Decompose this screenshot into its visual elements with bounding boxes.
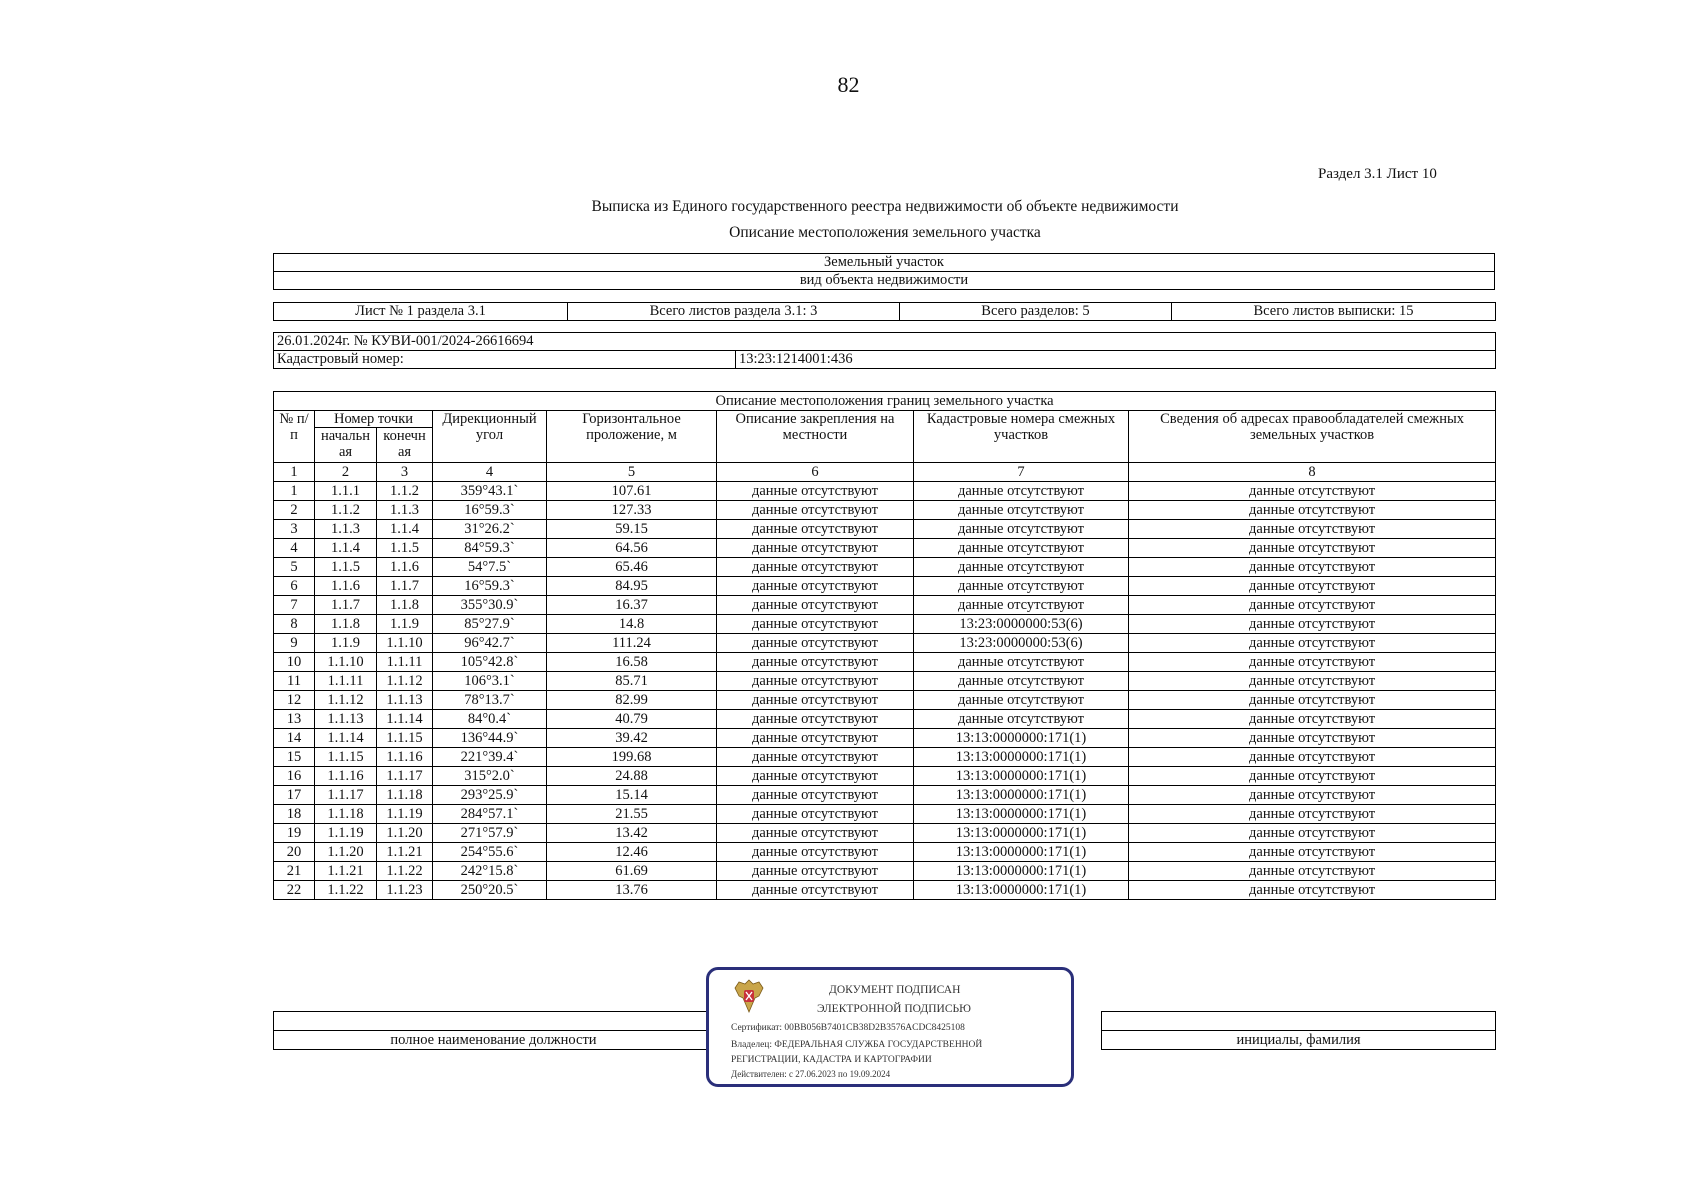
boundary-cell: 1.1.5 [315,558,377,577]
boundary-cell: 13.76 [547,881,717,900]
boundary-cell: 1.1.7 [377,577,433,596]
boundary-cell: 1.1.11 [377,653,433,672]
boundary-cell: 39.42 [547,729,717,748]
boundary-cell: данные отсутствуют [914,577,1129,596]
boundary-cell: 13:13:0000000:171(1) [914,729,1129,748]
boundary-row [274,710,1496,729]
boundary-cell: 1.1.16 [377,748,433,767]
boundary-row [274,767,1496,786]
boundary-cell: 1.1.4 [315,539,377,558]
boundary-row [274,786,1496,805]
boundary-cell: данные отсутствуют [717,653,914,672]
boundary-cell: 254°55.6` [433,843,547,862]
boundary-cell: данные отсутствуют [914,653,1129,672]
boundary-cell: 13:13:0000000:171(1) [914,843,1129,862]
object-name: Земельный участок [274,254,1495,272]
header-adjacent: Кадастровые номера смежных участков [914,411,1129,463]
boundary-cell: 136°44.9` [433,729,547,748]
header-fixing: Описание закрепления на местности [717,411,914,463]
boundary-cell: 65.46 [547,558,717,577]
boundary-cell: 12.46 [547,843,717,862]
stamp-line-2: ЭЛЕКТРОННОЙ ПОДПИСЬЮ [817,1003,971,1015]
boundary-cell: данные отсутствуют [914,501,1129,520]
column-numbers-row [274,463,1496,482]
sheet-number: Лист № 1 раздела 3.1 [274,303,568,321]
boundary-cell: 1.1.18 [377,786,433,805]
boundary-cell: данные отсутствуют [1129,862,1496,881]
boundary-cell: 1.1.17 [315,786,377,805]
boundary-cell: 1.1.13 [315,710,377,729]
boundary-cell: данные отсутствуют [1129,482,1496,501]
boundary-cell: 10 [274,653,315,672]
boundary-cell: 16.58 [547,653,717,672]
boundary-cell: 111.24 [547,634,717,653]
boundary-cell: 1.1.21 [315,862,377,881]
boundary-cell: данные отсутствуют [717,729,914,748]
column-number: 5 [547,463,717,482]
boundary-cell: 1.1.6 [315,577,377,596]
boundary-cell: 1.1.18 [315,805,377,824]
boundary-cell: данные отсутствуют [914,710,1129,729]
boundary-cell: 1.1.5 [377,539,433,558]
boundary-cell: 1.1.14 [377,710,433,729]
boundary-cell: 250°20.5` [433,881,547,900]
boundary-cell: 24.88 [547,767,717,786]
header-distance: Горизонтальное проложение, м [547,411,717,463]
boundary-cell: 40.79 [547,710,717,729]
stamp-owner-2: РЕГИСТРАЦИИ, КАДАСТРА И КАРТОГРАФИИ [731,1055,932,1065]
boundary-cell: 1.1.13 [377,691,433,710]
boundaries-table [273,391,1496,900]
boundary-cell: данные отсутствуют [717,824,914,843]
boundary-cell: 1.1.21 [377,843,433,862]
boundary-row [274,501,1496,520]
boundary-cell: данные отсутствуют [717,577,914,596]
header-num: № п/п [274,411,315,463]
boundary-cell: 9 [274,634,315,653]
boundary-cell: 6 [274,577,315,596]
boundary-cell: 96°42.7` [433,634,547,653]
boundary-cell: 22 [274,881,315,900]
boundary-cell: данные отсутствуют [1129,843,1496,862]
boundary-cell: 7 [274,596,315,615]
boundary-row [274,691,1496,710]
page-number: 82 [837,72,860,97]
boundary-cell: данные отсутствуют [717,596,914,615]
boundary-cell: данные отсутствуют [717,691,914,710]
boundary-cell: 1.1.2 [315,501,377,520]
boundaries-caption: Описание местоположения границ земельного участка [274,392,1496,411]
boundary-cell: данные отсутствуют [1129,596,1496,615]
boundary-cell: 16.37 [547,596,717,615]
boundary-row [274,824,1496,843]
column-number: 3 [377,463,433,482]
boundary-cell: 1.1.16 [315,767,377,786]
boundary-cell: 8 [274,615,315,634]
boundary-cell: данные отсутствуют [717,805,914,824]
boundary-cell: 1.1.12 [315,691,377,710]
column-number: 6 [717,463,914,482]
boundary-cell: 31°26.2` [433,520,547,539]
boundary-cell: 16°59.3` [433,501,547,520]
boundary-cell: данные отсутствуют [914,558,1129,577]
boundary-cell: данные отсутствуют [1129,805,1496,824]
boundary-cell: 1 [274,482,315,501]
boundary-row [274,672,1496,691]
header-start: начальн ая [315,428,377,463]
boundary-cell: 59.15 [547,520,717,539]
boundary-cell: 1.1.8 [377,596,433,615]
boundary-row [274,596,1496,615]
boundary-row [274,862,1496,881]
total-sections: Всего разделов: 5 [900,303,1172,321]
boundary-cell: 271°57.9` [433,824,547,843]
boundary-cell: 21 [274,862,315,881]
boundary-cell: 105°42.8` [433,653,547,672]
boundary-cell: 4 [274,539,315,558]
boundary-cell: 13:23:0000000:53(6) [914,615,1129,634]
header-end: конечн ая [377,428,433,463]
boundary-cell: данные отсутствуют [1129,634,1496,653]
boundary-cell: 17 [274,786,315,805]
boundary-cell: данные отсутствуют [717,539,914,558]
boundary-cell: данные отсутствуют [717,501,914,520]
boundary-cell: 13:13:0000000:171(1) [914,786,1129,805]
boundary-row [274,634,1496,653]
boundary-cell: данные отсутствуют [717,862,914,881]
name-blank [1102,1012,1496,1031]
boundary-cell: данные отсутствуют [914,539,1129,558]
boundary-cell: данные отсутствуют [717,672,914,691]
boundary-row [274,520,1496,539]
boundary-cell: 11 [274,672,315,691]
boundary-cell: 127.33 [547,501,717,520]
boundary-cell: данные отсутствуют [717,881,914,900]
column-number: 1 [274,463,315,482]
boundary-cell: 1.1.23 [377,881,433,900]
position-label: полное наименование должности [274,1031,714,1050]
boundary-cell: 1.1.6 [377,558,433,577]
cadastral-number-label: Кадастровый номер: [274,351,736,369]
boundary-cell: 15 [274,748,315,767]
boundary-row [274,653,1496,672]
boundary-cell: 84.95 [547,577,717,596]
boundary-cell: 1.1.11 [315,672,377,691]
boundary-cell: 1.1.20 [315,843,377,862]
boundary-cell: 13.42 [547,824,717,843]
boundary-cell: 12 [274,691,315,710]
boundary-cell: 13:13:0000000:171(1) [914,824,1129,843]
boundary-cell: 1.1.10 [315,653,377,672]
boundary-cell: 84°0.4` [433,710,547,729]
boundary-cell: 1.1.19 [315,824,377,843]
boundary-cell: 15.14 [547,786,717,805]
boundary-row [274,729,1496,748]
boundary-cell: данные отсутствуют [1129,729,1496,748]
boundary-cell: данные отсутствуют [1129,653,1496,672]
boundary-cell: данные отсутствуют [1129,881,1496,900]
boundary-cell: 293°25.9` [433,786,547,805]
boundary-cell: 221°39.4` [433,748,547,767]
header-point-number: Номер точки [315,411,433,428]
sheets-info-table [273,302,1496,321]
boundary-cell: 61.69 [547,862,717,881]
boundary-cell: 16°59.3` [433,577,547,596]
boundary-cell: 13 [274,710,315,729]
boundary-row [274,805,1496,824]
boundary-row [274,558,1496,577]
column-number: 7 [914,463,1129,482]
boundary-cell: данные отсутствуют [717,748,914,767]
boundary-row [274,615,1496,634]
boundary-cell: данные отсутствуют [1129,767,1496,786]
boundary-cell: данные отсутствуют [1129,615,1496,634]
electronic-signature-stamp [706,967,1074,1087]
boundary-cell: 107.61 [547,482,717,501]
boundary-cell: 13:13:0000000:171(1) [914,748,1129,767]
boundary-cell: 1.1.19 [377,805,433,824]
boundary-row [274,577,1496,596]
boundary-cell: 13:13:0000000:171(1) [914,881,1129,900]
boundary-cell: 78°13.7` [433,691,547,710]
total-extract-sheets: Всего листов выписки: 15 [1172,303,1496,321]
boundary-cell: 1.1.9 [377,615,433,634]
boundary-cell: 2 [274,501,315,520]
boundary-cell: 54°7.5` [433,558,547,577]
boundary-cell: 64.56 [547,539,717,558]
boundary-cell: данные отсутствуют [717,634,914,653]
boundary-cell: 1.1.3 [315,520,377,539]
boundary-cell: 284°57.1` [433,805,547,824]
boundary-cell: 85°27.9` [433,615,547,634]
boundary-cell: 85.71 [547,672,717,691]
boundary-cell: данные отсутствуют [1129,520,1496,539]
boundary-row [274,539,1496,558]
boundary-cell: данные отсутствуют [914,482,1129,501]
boundary-cell: 13:13:0000000:171(1) [914,767,1129,786]
boundary-cell: данные отсутствуют [717,520,914,539]
boundary-row [274,843,1496,862]
boundary-cell: данные отсутствуют [914,672,1129,691]
cadastral-number-value: 13:23:1214001:436 [736,351,1496,369]
boundary-cell: 1.1.17 [377,767,433,786]
boundary-cell: 14.8 [547,615,717,634]
boundary-cell: данные отсутствуют [1129,501,1496,520]
boundary-cell: 106°3.1` [433,672,547,691]
boundary-cell: данные отсутствуют [1129,672,1496,691]
boundary-cell: данные отсутствуют [717,482,914,501]
boundary-cell: 13:13:0000000:171(1) [914,805,1129,824]
boundary-cell: 1.1.9 [315,634,377,653]
boundary-cell: данные отсутствуют [914,520,1129,539]
name-label: инициалы, фамилия [1102,1031,1496,1050]
boundary-cell: 1.1.15 [377,729,433,748]
stamp-line-1: ДОКУМЕНТ ПОДПИСАН [829,984,961,996]
boundary-cell: 19 [274,824,315,843]
boundary-cell: 355°30.9` [433,596,547,615]
boundary-cell: данные отсутствуют [1129,748,1496,767]
boundary-cell: данные отсутствуют [717,615,914,634]
boundary-cell: 3 [274,520,315,539]
document-title: Выписка из Единого государственного реестра недвижимости об объекте недвижимости [591,198,1179,215]
boundary-cell: данные отсутствуют [1129,691,1496,710]
boundary-cell: 13:23:0000000:53(6) [914,634,1129,653]
boundary-cell: 359°43.1` [433,482,547,501]
boundary-cell: данные отсутствуют [717,843,914,862]
boundary-cell: 1.1.4 [377,520,433,539]
boundary-cell: 1.1.8 [315,615,377,634]
boundary-cell: 21.55 [547,805,717,824]
boundary-cell: данные отсутствуют [1129,710,1496,729]
column-number: 8 [1129,463,1496,482]
extract-date-number: 26.01.2024г. № КУВИ-001/2024-26616694 [274,333,1496,351]
column-number: 2 [315,463,377,482]
boundary-cell: 20 [274,843,315,862]
boundary-cell: данные отсутствуют [1129,577,1496,596]
boundary-cell: 1.1.3 [377,501,433,520]
boundary-cell: 1.1.22 [377,862,433,881]
eagle-emblem-icon [729,976,769,1016]
boundary-cell: 1.1.22 [315,881,377,900]
boundary-cell: 82.99 [547,691,717,710]
object-type-table [273,253,1495,290]
boundary-cell: 18 [274,805,315,824]
stamp-validity: Действителен: с 27.06.2023 по 19.09.2024 [731,1069,891,1079]
boundary-cell: 5 [274,558,315,577]
boundary-cell: 242°15.8` [433,862,547,881]
position-blank [274,1012,714,1031]
stamp-owner-1: Владелец: ФЕДЕРАЛЬНАЯ СЛУЖБА ГОСУДАРСТВЕННОЙ [731,1040,983,1050]
boundary-cell: 1.1.14 [315,729,377,748]
boundary-cell: 1.1.7 [315,596,377,615]
boundary-cell: 13:13:0000000:171(1) [914,862,1129,881]
boundary-cell: 199.68 [547,748,717,767]
cadastral-info-table [273,332,1496,369]
boundary-cell: данные отсутствуют [717,710,914,729]
boundary-cell: 1.1.1 [315,482,377,501]
section-sheet-label: Раздел 3.1 Лист 10 [1318,166,1437,182]
boundary-row [274,881,1496,900]
boundary-cell: данные отсутствуют [717,786,914,805]
boundary-cell: 16 [274,767,315,786]
boundary-cell: 14 [274,729,315,748]
boundary-cell: 1.1.2 [377,482,433,501]
object-type-label: вид объекта недвижимости [274,272,1495,290]
header-angle: Дирекционный угол [433,411,547,463]
column-number: 4 [433,463,547,482]
boundary-cell: данные отсутствуют [717,767,914,786]
stamp-certificate: Сертификат: 00BB056B7401CB38D2B3576ACDC8425108 [731,1023,965,1033]
boundary-cell: 1.1.12 [377,672,433,691]
total-section-sheets: Всего листов раздела 3.1: 3 [568,303,900,321]
boundary-cell: данные отсутствуют [1129,786,1496,805]
boundary-cell: 1.1.15 [315,748,377,767]
boundary-cell: данные отсутствуют [1129,824,1496,843]
boundary-cell: 84°59.3` [433,539,547,558]
boundary-row [274,748,1496,767]
boundary-cell: 315°2.0` [433,767,547,786]
boundary-cell: данные отсутствуют [914,691,1129,710]
boundary-cell: данные отсутствуют [717,558,914,577]
boundary-cell: данные отсутствуют [914,596,1129,615]
boundary-row [274,482,1496,501]
document-subtitle: Описание местоположения земельного участка [729,224,1041,241]
boundary-cell: данные отсутствуют [1129,539,1496,558]
header-owners: Сведения об адресах правообладателей смежных земельных участков [1129,411,1496,463]
boundary-cell: 1.1.10 [377,634,433,653]
boundary-cell: данные отсутствуют [1129,558,1496,577]
boundary-cell: 1.1.20 [377,824,433,843]
